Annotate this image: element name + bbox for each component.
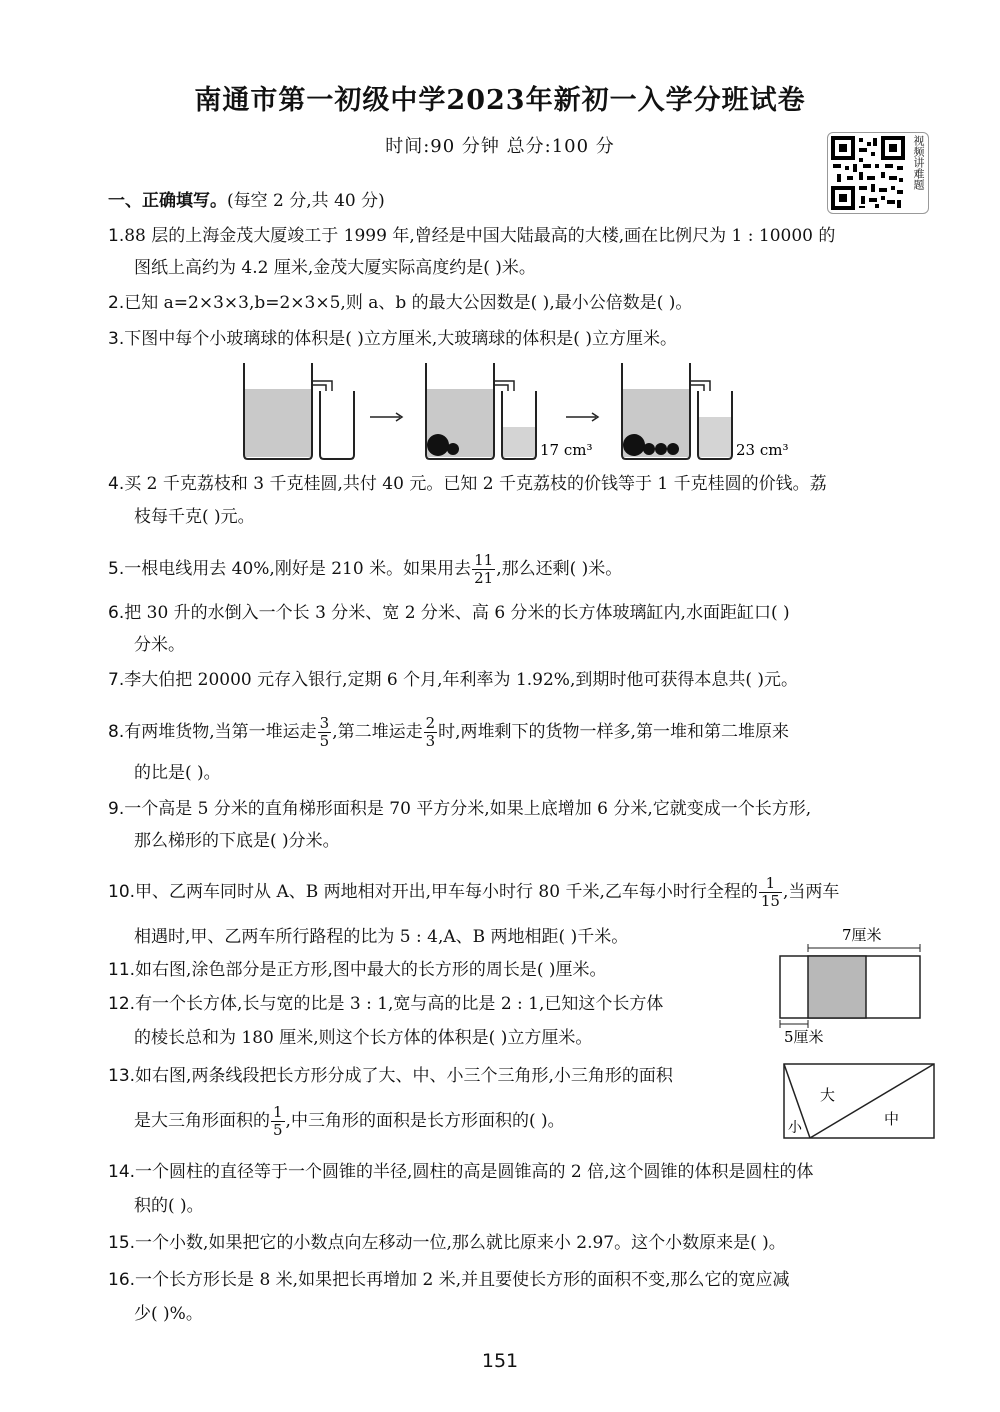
question-number: 7. [108,670,125,690]
qr-code[interactable] [827,132,929,214]
question-text: 一根电线用去 40%,刚好是 210 米。如果用去 [124,559,472,579]
label-big: 大 [820,1086,836,1104]
fraction [271,1104,285,1139]
question-text: 如右图,涂色部分是正方形,图中最大的长方形的周长是( )厘米。 [135,960,607,980]
question-text: 是大三角形面积的 [134,1111,270,1131]
question-15 [108,1231,786,1255]
question-text: 下图中每个小玻璃球的体积是( )立方厘米,大玻璃球的体积是( )立方厘米。 [124,329,677,349]
question-text: 一个圆柱的直径等于一个圆锥的半径,圆柱的高是圆锥高的 2 倍,这个圆锥的体积是圆柱的体 [135,1162,814,1182]
figure-label-17: 17 cm³ [540,441,593,459]
question-number: 16. [108,1270,136,1290]
question-text: 已知 a=2×3×3,b=2×3×5,则 a、b 的最大公因数是( ),最小公倍数是( )。 [124,293,693,313]
question-text: 甲、乙两车同时从 A、B 两地相对开出,甲车每小时行 80 千米,乙车每小时行全程的 [135,882,758,902]
section-title: 一、正确填写。 [108,191,227,211]
question-1 [108,224,835,248]
question-number: 11. [108,960,136,980]
fraction-numerator: 2 [425,714,436,732]
container-2 [426,363,536,459]
fraction-numerator: 3 [319,714,330,732]
question-text: 如右图,两条线段把长方形分成了大、中、小三个三角形,小三角形的面积 [135,1066,673,1086]
question-number: 8. [108,722,125,742]
question-2 [108,291,692,315]
fraction-numerator: 1 [759,875,782,893]
question-number: 12. [108,994,136,1014]
question-number: 13. [108,1066,136,1086]
question-text: 88 层的上海金茂大厦竣工于 1999 年,曾经是中国大陆最高的大楼,画在比例尺为 1 : 10000 的 [124,226,836,246]
label-middle: 中 [884,1110,900,1128]
question-9 [108,797,811,821]
question-13-line-2 [134,1104,565,1139]
fraction-numerator: 11 [474,551,494,569]
page-number: 151 [481,1350,519,1372]
question-3 [108,327,677,351]
container-3 [622,363,732,459]
question-13 [108,1064,673,1088]
figure-label-23: 23 cm³ [736,441,789,459]
question-number: 14. [108,1162,136,1182]
question-text: 有两堆货物,当第一堆运走 [124,722,317,742]
fraction [759,875,782,910]
question-6-line-2: 分米。 [134,635,185,655]
figure-label-7cm: 7厘米 [842,926,882,944]
question-text: 一个长方形长是 8 米,如果把长再增加 2 米,并且要使长方形的面积不变,那么它的宽应减 [135,1270,790,1290]
arrow-icon [370,413,402,421]
section-heading [108,186,385,211]
arrow-icon [566,413,598,421]
qr-label: 视频讲难题 [912,135,925,190]
question-6 [108,601,790,625]
label-small: 小 [788,1120,802,1136]
figure-label-5cm: 5厘米 [784,1028,824,1046]
page-title: 南通市第一初级中学2023年新初一入学分班试卷 [194,85,806,116]
question-number: 10. [108,882,136,902]
question-14 [108,1160,813,1184]
question-10 [108,875,839,910]
question-number: 6. [108,603,125,623]
fraction-denominator: 5 [273,1121,283,1139]
question-16-line-2: 少( )%。 [134,1304,203,1324]
fraction-denominator: 5 [319,732,330,750]
question-16 [108,1268,790,1292]
question-text: 买 2 千克荔枝和 3 千克桂圆,共付 40 元。已知 2 千克荔枝的价钱等于 1 千克桂圆的价钱。荔 [124,474,827,494]
question-10-line-2: 相遇时,甲、乙两车所行路程的比为 5 : 4,A、B 两地相距( )千米。 [134,927,629,947]
question-11 [108,958,607,982]
question-7 [108,668,798,692]
question-text: 一个小数,如果把它的小数点向左移动一位,那么就比原来小 2.97。这个小数原来是( )。 [135,1233,786,1253]
question-4-line-2: 枝每千克( )元。 [134,507,255,527]
qr-code-icon [829,134,907,212]
question-text: ,当两车 [782,882,840,902]
fraction-denominator: 3 [425,732,436,750]
question-12-line-2: 的棱长总和为 180 厘米,则这个长方体的体积是( )立方厘米。 [134,1028,593,1048]
question-9-line-2: 那么梯形的下底是( )分米。 [134,831,340,851]
question-number: 15. [108,1233,136,1253]
fraction-denominator: 15 [760,892,780,910]
question-number: 9. [108,799,125,819]
fraction-denominator: 21 [474,569,494,587]
question-8 [108,715,789,750]
question-text: 一个高是 5 分米的直角梯形面积是 70 平方分米,如果上底增加 6 分米,它就变成一个长方形, [124,799,812,819]
question-text: 有一个长方体,长与宽的比是 3 : 1,宽与高的比是 2 : 1,已知这个长方体 [135,994,664,1014]
question-text: ,中三角形的面积是长方形面积的( )。 [285,1111,565,1131]
fraction [472,552,495,587]
fraction-numerator: 1 [273,1103,283,1121]
question-5 [108,552,622,587]
question-4 [108,472,827,496]
question-text: 时,两堆剩下的货物一样多,第一堆和第二堆原来 [438,722,789,742]
question-text: ,那么还剩( )米。 [496,559,623,579]
question-14-line-2: 积的( )。 [134,1196,204,1216]
question-text: 把 30 升的水倒入一个长 3 分米、宽 2 分米、高 6 分米的长方体玻璃缸内,水面距缸口( ) [124,603,790,623]
container-1 [244,363,354,459]
exam-info: 时间:90 分钟 总分:100 分 [385,136,615,157]
question-number: 1. [108,226,125,246]
question-number: 2. [108,293,125,313]
question-8-line-2: 的比是( )。 [134,763,221,783]
question-number: 4. [108,474,125,494]
question-1-line-2: 图纸上高约为 4.2 厘米,金茂大厦实际高度约是( )米。 [134,258,536,278]
triangles-figure [780,1058,940,1144]
question-text: 李大伯把 20000 元存入银行,定期 6 个月,年利率为 1.92%,到期时他可获得本息共( )元。 [124,670,799,690]
rectangle-square-figure [770,920,950,1050]
question-number: 3. [108,329,125,349]
question-number: 5. [108,559,125,579]
glass-ball-figure [230,355,830,465]
section-note: (每空 2 分,共 40 分) [227,191,385,211]
fraction [424,715,438,750]
fraction [318,715,332,750]
question-12 [108,992,663,1016]
question-text: ,第二堆运走 [332,722,423,742]
